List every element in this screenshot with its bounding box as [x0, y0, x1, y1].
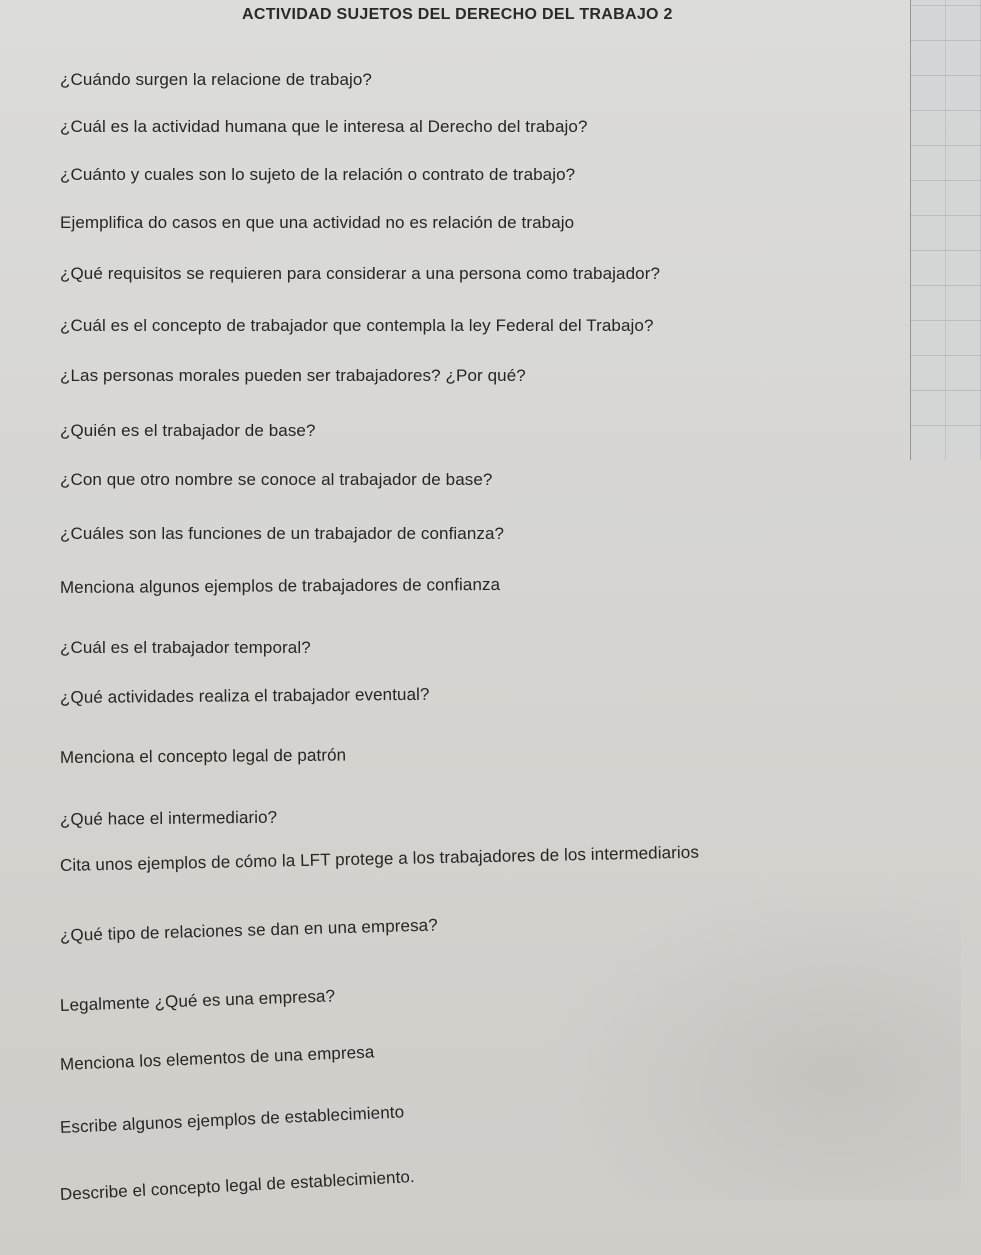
question-19: Menciona los elementos de una empresa	[59, 1042, 375, 1074]
question-16: Cita unos ejemplos de cómo la LFT protege a los trabajadores de los intermediarios	[59, 842, 700, 875]
question-13: ¿Qué actividades realiza el trabajador eventual?	[59, 684, 430, 707]
question-20: Escribe algunos ejemplos de establecimiento	[59, 1102, 405, 1137]
question-4: Ejemplifica do casos en que una actividad no es relación de trabajo	[60, 213, 575, 232]
grid-paper-edge	[910, 0, 981, 460]
question-1: ¿Cuándo surgen la relacione de trabajo?	[60, 70, 372, 89]
question-12: ¿Cuál es el trabajador temporal?	[60, 638, 311, 657]
question-7: ¿Las personas morales pueden ser trabajadores? ¿Por qué?	[60, 366, 526, 385]
question-11: Menciona algunos ejemplos de trabajadores de confianza	[59, 574, 501, 597]
question-5: ¿Qué requisitos se requieren para considerar a una persona como trabajador?	[60, 264, 661, 283]
question-14: Menciona el concepto legal de patrón	[59, 745, 347, 767]
question-2: ¿Cuál es la actividad humana que le interesa al Derecho del trabajo?	[60, 117, 588, 136]
document-title: ACTIVIDAD SUJETOS DEL DERECHO DEL TRABAJO 2	[242, 6, 673, 23]
question-17: ¿Qué tipo de relaciones se dan en una empresa?	[59, 915, 439, 945]
question-21: Describe el concepto legal de establecimiento.	[59, 1167, 416, 1204]
question-18: Legalmente ¿Qué es una empresa?	[59, 986, 336, 1015]
question-8: ¿Quién es el trabajador de base?	[60, 421, 316, 440]
question-9: ¿Con que otro nombre se conoce al trabajador de base?	[60, 470, 493, 489]
bleed-through-texture	[541, 880, 961, 1200]
question-6: ¿Cuál es el concepto de trabajador que contempla la ley Federal del Trabajo?	[60, 316, 654, 335]
question-15: ¿Qué hace el intermediario?	[59, 807, 278, 829]
question-3: ¿Cuánto y cuales son lo sujeto de la relación o contrato de trabajo?	[60, 165, 576, 184]
question-10: ¿Cuáles son las funciones de un trabajador de confianza?	[60, 524, 505, 543]
